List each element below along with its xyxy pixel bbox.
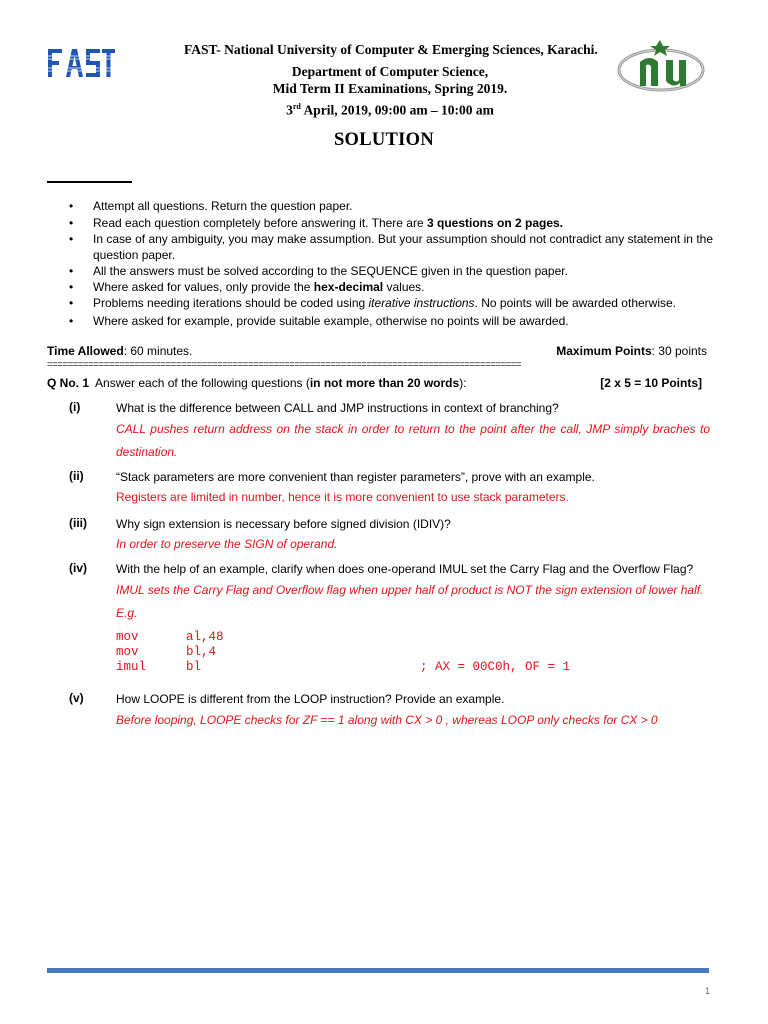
instruction-item [69,231,714,263]
bullet-icon: • [69,264,74,278]
instruction-item [69,295,714,311]
bullet-icon: • [69,280,74,294]
university-name: FAST- National University of Computer & Emerging Sciences, Karachi. [184,42,598,57]
bullet-icon: • [69,296,74,310]
question-points: [2 x 5 = 10 Points] [600,376,702,390]
nu-logo [616,38,710,96]
maximum-points-label: Maximum Points [556,344,652,358]
part-question: “Stack parameters are more convenient than register parameters”, prove with an example. [116,470,595,484]
fast-logo-graphic [46,46,116,80]
code-comment: ; AX = 00C0h, OF = 1 [420,660,571,674]
question-text-post: ): [459,376,467,390]
instruction-text-pre: Problems needing iterations should be coded using [93,296,369,310]
code-arg: bl [186,660,202,674]
instruction-text-post: values. [383,280,425,294]
nu-logo-graphic [616,38,710,96]
question-number: Q No. 1 [47,376,90,390]
part-answer: Before looping, LOOPE checks for ZF == 1 along with CX > 0 , whereas LOOP only checks for CX > 0 [116,713,658,727]
maximum-points [556,344,707,358]
instruction-item [69,263,714,279]
instruction-text [93,215,713,231]
instruction-text-pre: Where asked for values, only provide the [93,280,314,294]
example-label: E.g. [116,606,138,620]
question-text-bold: in not more than 20 words [309,376,460,390]
exam-name: Mid Term II Examinations, Spring 2019. [272,81,508,96]
instruction-text: In case of any ambiguity, you may make assumption. But your assumption should not contradict any statement in the question paper. [93,232,713,262]
bullet-icon: • [69,314,74,328]
part-number: (i) [69,400,81,414]
part-question: With the help of an example, clarify when does one-operand IMUL set the Carry Flag and the Overflow Flag? [116,562,694,576]
part-answer: CALL pushes return address on the stack in order to return to the point after the call, JMP simply braches to destination. [116,422,710,459]
exam-date-rest: April, 2019, 09:00 am – 10:00 am [300,102,494,118]
instruction-item [69,215,714,231]
instruction-text: Attempt all questions. Return the question paper. [93,199,353,213]
exam-date-day: 3 [286,102,293,118]
instruction-text-bold: 3 questions on 2 pages. [426,216,564,230]
question-text-pre: Answer each of the following questions ( [95,376,310,390]
instruction-text: All the answers must be solved according to the SEQUENCE given in the question paper. [93,264,568,278]
page-title: SOLUTION [333,130,435,150]
part-number: (iii) [69,516,87,530]
bullet-icon: • [69,199,74,213]
part-question: How LOOPE is different from the LOOP instruction? Provide an example. [116,692,505,706]
part-number: (iv) [69,561,87,575]
code-op: imul [116,660,147,674]
part-answer: In order to preserve the SIGN of operand. [116,537,338,551]
page-number: 1 [704,986,710,996]
instruction-item [69,198,714,214]
time-allowed-value: : 60 minutes. [123,344,193,358]
instruction-text: Where asked for example, provide suitable example, otherwise no points will be awarded. [93,314,569,328]
department-name: Department of Computer Science, [291,64,489,79]
bullet-icon: • [69,216,74,230]
footer-bar [47,968,709,973]
part-number: (v) [69,691,84,705]
code-arg: al,48 [186,630,224,644]
instruction-item [69,313,714,329]
header-rule [47,181,132,183]
instruction-text [93,295,713,311]
bullet-icon: • [69,232,74,246]
instruction-item [69,279,714,295]
time-allowed-label: Time Allowed [47,344,124,358]
code-op: mov [116,630,139,644]
code-arg: bl,4 [186,645,217,659]
part-question: Why sign extension is necessary before signed division (IDIV)? [116,517,451,531]
instruction-text-bold: hex-decimal [313,280,384,294]
maximum-points-value: : 30 points [651,344,707,358]
code-op: mov [116,645,139,659]
exam-date [220,99,560,119]
time-allowed [47,344,192,358]
fast-logo [46,46,116,80]
part-question: What is the difference between CALL and JMP instructions in context of branching? [116,401,559,415]
instruction-text-italic: iterative instructions [368,296,475,310]
exam-date-sup: rd [292,102,301,111]
part-answer: Registers are limited in number, hence it is more convenient to use stack parameters. [116,490,569,504]
instruction-text-pre: Read each question completely before answering it. There are [93,216,427,230]
part-answer: IMUL sets the Carry Flag and Overflow flag when upper half of product is NOT the sign extension of lower half. [116,583,704,597]
separator-line: ============================================================================================ [47,359,522,370]
part-number: (ii) [69,469,84,483]
instruction-text [93,279,713,295]
instruction-text-post: . No points will be awarded otherwise. [474,296,676,310]
